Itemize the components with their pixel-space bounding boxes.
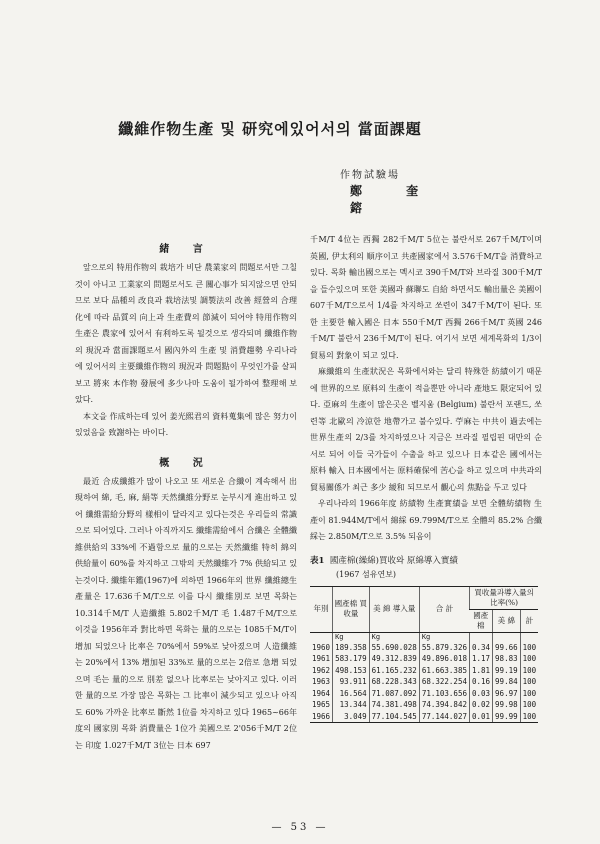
table-cell: 99.66: [493, 642, 521, 654]
table-cell: 583.179: [333, 653, 370, 665]
body-paragraph: 麻纖維의 生產狀況은 목화에서와는 달리 特殊한 紡績이기 때문에 世界的으로 原料의 生產이 적을뿐만 아니라 產地도 限定되어 있다. 亞麻의 生產이 많은곳은 벨지움 (Belgium) 불란서 포랜드, 쏘련等 北歐의 冷涼한 地帶가고 불수있다. 苧麻는 中共이 過去에는 世界生產의 2/3를 차지하였으나 지금은 브라질 필립핀 대만의 순서로 되어 이들 국가들이 수출을 하고 있으나 日本같은 國에서는 原料 輸入 日本國에서는 原料確保에 苦心을 하고 있으며 中共과의 貿易關係가 최근 多少 緩和 되므로서 觀心의 焦點을 두고 있다: [310, 367, 542, 492]
intro-paragraph: 앞으로의 特用作物의 栽培가 비단 農業家의 問題로서만 그칠것이 아니고 工業家의 問題로서도 큰 關心事가 되지않으면 안되므로 보다 品種의 改良과 栽培法및 調製法의 改善 經營의 合理化에 따라 品質의 向上과 生產費의 節減이 되어야 特用作物의 生產은 農家에 있어서 有利하도록 될것으로 생각되며 纖維作物의 現況과 當面課題로서 國內外의 生產 및 消費趨勢 우리나라에 있어서의 主要纖維作物의 現況과 問題點이 무엇인가를 살피보고 將來 本作物 發展에 多少나마 도움이 될가하여 整理해 보았다.: [75, 263, 297, 404]
overview-paragraph: 最近 合成纖維가 많이 나오고 또 새로운 合纖이 계속해서 出現하여 綿, 毛, 麻, 絹等 天然纖維分野로 눈부시게 進出하고 있어 纖維需給分野의 樣相이 달라지고 있다는것은 우리들의 常識으로 되어있다. 그러나 아직까지도 纖維需給에서 合纖은 全體纖維供給의 33%에 不過함으로 量的으로는 天然纖維 特히 綿의 供給量이 60%를 차지하고 그밖의 天然纖維가 7% 供給되고 있는것이다. 纖維年鑑(1967)에 의하면 1966年의 世界 纖維總生產量은 17.636千M/T으로 이를 다시 纖維別로 보면 목화는 10.314千M/T 人造纖維 5.802千M/T 毛 1.487千M/T으로 이것을 1956年과 對比하면 목화는 量的으로는 1085千M/T이 增加 되었으나 比率은 70%에서 59%로 낮아졌으며 人造纖維는 20%에서 13% 增加된 33%로 量的으로는 2倍로 急增 되었으며 毛는 量的으로 別差 없으나 比率로는 낮아지고 있다. 이러한 量的으로 가장 많은 목화는 그 比率이 減少되고 있으나 아직도 60% 가까운 比率로 斷然 1位를 차지하고 있다 1965~66年度의 國家別 목화 消費量은 1位가 美國으로 2'056千M/T 2位는 印度 1.027千M/T 3位는 日本 697: [75, 476, 297, 750]
table-row: [310, 699, 538, 711]
table-cell: 0.02: [469, 699, 492, 711]
table-unit-cell: Kg: [419, 632, 469, 642]
table-cell: 99.19: [493, 665, 521, 677]
table-cell: 74.394.842: [419, 699, 469, 711]
table-cell: 99.99: [493, 711, 521, 723]
header-ratio-us: 美 綿: [493, 609, 521, 632]
table-cell: 99.84: [493, 676, 521, 688]
table-unit-cell: Kg: [369, 632, 419, 642]
table-cell: 1966: [310, 711, 333, 723]
table-cell: 68.228.343: [369, 676, 419, 688]
table-unit-cell: [310, 632, 333, 642]
table-cell: 0.16: [469, 676, 492, 688]
table-source-note: (1967 섬유연보): [336, 569, 397, 579]
table-cell: 100: [520, 699, 538, 711]
table-cell: 71.087.092: [369, 688, 419, 700]
table-cell: 77.104.545: [369, 711, 419, 723]
table-cell: 61.165.232: [369, 665, 419, 677]
table-cell: 55.690.028: [369, 642, 419, 654]
right-column: [310, 232, 542, 723]
table-cell: 61.663.385: [419, 665, 469, 677]
overview-heading: 概 況: [159, 457, 213, 469]
header-ratio: 買收量과導入量의 比率(%): [469, 586, 538, 609]
table-cell: 1964: [312, 688, 331, 698]
table-cell: 100: [520, 665, 538, 677]
table-cell: 68.322.254: [419, 676, 469, 688]
table-cell: 96.97: [493, 688, 521, 700]
cotton-import-table: [310, 586, 538, 724]
table-cell: 189.358: [333, 642, 370, 654]
table-unit-cell: [469, 632, 492, 642]
table-caption: [310, 554, 542, 568]
table-cell: 1962: [312, 665, 331, 675]
table-cell: 1.81: [469, 665, 492, 677]
table-unit-cell: [520, 632, 538, 642]
table-cell: 1965: [312, 700, 331, 709]
table-row: [310, 642, 538, 654]
table-cell: 71.103.656: [419, 688, 469, 700]
table-cell: 55.879.326: [419, 642, 469, 654]
table-cell: 0.34: [469, 642, 492, 654]
header-domestic: 國產棉 買收量: [333, 586, 370, 632]
table-cell: 49.312.839: [369, 653, 419, 665]
author-affiliation: 作物試驗場: [340, 170, 400, 181]
table-unit-cell: Kg: [333, 632, 370, 642]
table-label: 表1: [310, 555, 325, 566]
page-number: — 53 —: [271, 822, 329, 833]
table-cell: 100: [520, 688, 538, 700]
table-row: [310, 653, 538, 665]
table-cell: 1960: [312, 642, 331, 652]
table-cell: 77.144.027: [419, 711, 469, 723]
table-cell: 1.17: [469, 653, 492, 665]
table-row: [310, 676, 538, 688]
table-row: [310, 665, 538, 677]
intro-paragraph: 本文을 作成하는데 있어 姜光熙君의 資料蒐集에 많은 努力이 있었음을 致謝하는 바이다.: [75, 411, 297, 437]
header-year: 年別: [310, 586, 333, 632]
body-paragraph: 千M/T 4位는 西獨 282千M/T 5位는 불란서로 267千M/T이며 英國, 伊太利의 順序이고 共產國家에서 3.576千M/T을 消費하고 있다. 목화 輸出國으로는 멕시코 390千M/T와 브라질 300千M/T을 들수있으며 또한 美國과 蘇聯도 自給 하면서도 輸出量은 美國이 607千M/T으로서 1/4를 차지하고 쏘련이 347千M/T이 된다. 또한 主要한 輸入國은 日本 550千M/T 西獨 266千M/T 英國 246千M/T 불란서 236千M/T이 된다. 여기서 보면 세계목화의 1/3이 貿易의 對象이 되고 있다.: [310, 235, 542, 360]
table-cell: 1963: [312, 677, 331, 686]
header-import: 美 綿 導入量: [369, 586, 419, 632]
table-cell: 98.83: [493, 653, 521, 665]
table-cell: 16.564: [333, 688, 370, 700]
table-unit-cell: [493, 632, 521, 642]
table-title: 國產棉(繰綿)買收와 原綿導入實績: [329, 555, 458, 566]
table-cell: 0.03: [469, 688, 492, 700]
article-title: 纖維作物生產 및 研究에있어서의 當面課題: [118, 120, 422, 138]
table-unit-row: [310, 632, 538, 642]
intro-heading: 緒 言: [159, 244, 213, 255]
table-cell: 1961: [312, 654, 331, 663]
author-name: 鄭 奎 鎔: [350, 184, 439, 215]
table-cell: 74.381.498: [369, 699, 419, 711]
table-row: [310, 711, 538, 723]
table-cell: 0.01: [469, 711, 492, 723]
table-cell: 498.153: [333, 665, 370, 677]
left-column: [75, 240, 297, 754]
header-ratio-domestic: 國產棉: [469, 609, 492, 632]
table-cell: 100: [520, 653, 538, 665]
table-cell: 100: [520, 642, 538, 654]
table-cell: 100: [520, 711, 538, 723]
table-cell: 49.896.018: [419, 653, 469, 665]
body-paragraph: 우리나라의 1966年度 紡績物 生產實績을 보면 全體紡績物 生產이 81.944M/T에서 綿綵 69.799M/T으로 全體의 85.2% 合纖綵는 2.850M/T으로 3.5% 되음이: [310, 499, 542, 541]
table-cell: 13.344: [333, 699, 370, 711]
table-cell: 3.049: [333, 711, 370, 723]
table-cell: 93.911: [333, 676, 370, 688]
header-total: 合 計: [419, 586, 469, 632]
table-cell: 99.98: [493, 699, 521, 711]
table-row: [310, 688, 538, 700]
table-cell: 100: [520, 676, 538, 688]
header-ratio-total: 計: [520, 609, 538, 632]
table-body: [310, 632, 538, 723]
